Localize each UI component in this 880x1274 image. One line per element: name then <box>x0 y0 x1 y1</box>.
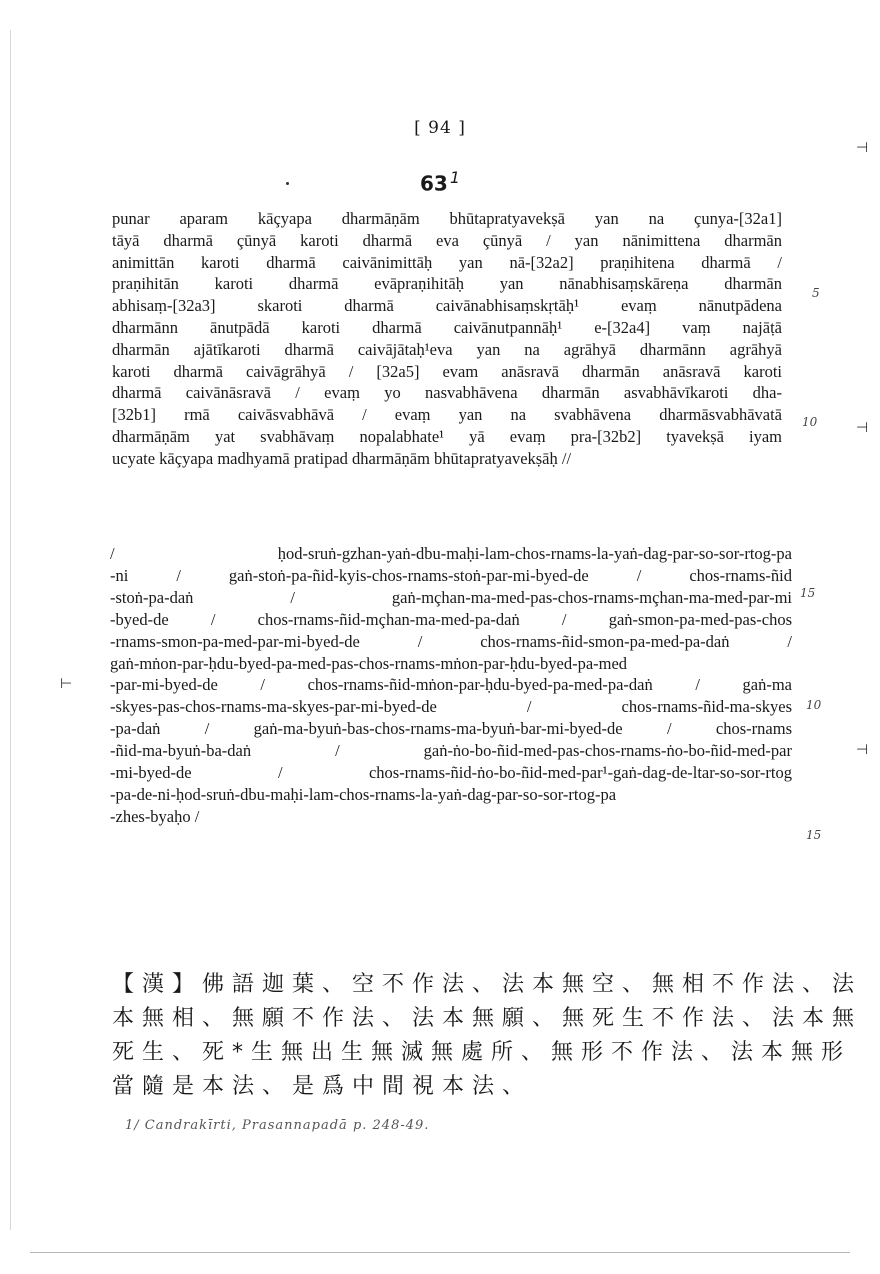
chinese-line: 死生、死*生無出生無滅無處所、無形不作法、法本無形 <box>112 1040 852 1065</box>
margin-tick-mark: ⊣ <box>856 420 869 436</box>
section-number-text: 63 <box>419 171 448 196</box>
sanskrit-line: tāyā dharmā çūnyā karoti dharmā eva çūnyā / yan nānimittena dharmān <box>112 230 782 250</box>
tibetan-line: -pa-de-ni-ḥod-sruṅ-dbu-maḥi-lam-chos-rnams-la-yaṅ-dag-par-so-sor-rtog-pa <box>110 784 617 804</box>
bottom-rule <box>30 1252 850 1253</box>
sanskrit-line: ucyate kāçyapa madhyamā pratipad dharmāṇām bhūtapratyavekṣāḥ // <box>112 448 572 468</box>
chinese-line: 本無相、無願不作法、法本無願、無死生不作法、法本無 <box>112 1006 863 1031</box>
sanskrit-line: dharmāṇām yat svabhāvaṃ nopalabhate¹ yā evaṃ pra-[32b2] tyavekṣā iyam <box>112 426 782 446</box>
handwritten-footnote: 1/ Candrakīrti, Prasannapadā p. 248-49. <box>125 1118 430 1133</box>
tibetan-line: -mi-byed-de / chos-rnams-ñid-ṅo-bo-ñid-med-par¹-gaṅ-dag-de-ltar-so-sor-rtog <box>110 763 792 783</box>
sanskrit-line: punar aparam kāçyapa dharmāṇām bhūtapratyavekṣā yan na çunya-[32a1] <box>112 209 782 228</box>
sanskrit-line: abhisaṃ-[32a3] skaroti dharmā caivānabhisaṃskṛtāḥ¹ evaṃ nānutpādena <box>112 296 782 316</box>
tibetan-line: -rnams-smon-pa-med-par-mi-byed-de / chos-rnams-ñid-smon-pa-med-pa-daṅ / <box>110 631 792 651</box>
chinese-line: 當隨是本法、是爲中間視本法、 <box>112 1074 533 1099</box>
sanskrit-line: praṇihitān karoti dharmā evāpraṇihitāḥ yan nānabhisaṃskāreṇa dharmān <box>112 274 782 294</box>
margin-tick-mark: ⊢ <box>60 676 73 692</box>
tibetan-line: -pa-daṅ / gaṅ-ma-byuṅ-bas-chos-rnams-ma-byuṅ-bar-mi-byed-de / chos-rnams <box>110 719 792 739</box>
margin-line-number: 10 <box>802 415 818 429</box>
margin-tick-mark: ⊣ <box>856 742 869 758</box>
tibetan-line: -ñid-ma-byuṅ-ba-daṅ / gaṅ-ṅo-bo-ñid-med-pas-chos-rnams-ṅo-bo-ñid-med-par <box>110 741 792 761</box>
page-number: [ 94 ] <box>414 118 466 138</box>
tibetan-line: -stoṅ-pa-daṅ / gaṅ-mçhan-ma-med-pas-chos-rnams-mçhan-ma-med-par-mi <box>110 587 792 607</box>
scan-edge-line <box>10 30 11 1230</box>
chinese-paragraph <box>112 968 863 1104</box>
chinese-line: 【漢】佛語迦葉、空不作法、法本無空、無相不作法、法 <box>112 972 863 997</box>
tibetan-line: -ni / gaṅ-stoṅ-pa-ñid-kyis-chos-rnams-stoṅ-par-mi-byed-de / chos-rnams-ñid <box>110 565 792 585</box>
margin-line-number: 10 <box>806 698 822 712</box>
sanskrit-paragraph <box>112 208 782 470</box>
margin-line-number: 15 <box>806 828 822 842</box>
sanskrit-line: animittān karoti dharmā caivānimittāḥ yan nā-[32a2] praṇihitena dharmā / <box>112 252 782 272</box>
section-note-marker: 1 <box>449 168 461 187</box>
sanskrit-line: karoti dharmā caivāgrāhyā / [32a5] evam anāsravā dharmān anāsravā karoti <box>112 361 782 381</box>
tibetan-line: gaṅ-mṅon-par-ḥdu-byed-pa-med-pas-chos-rnams-mṅon-par-ḥdu-byed-pa-med <box>110 653 628 673</box>
sanskrit-line: [32b1] rmā caivāsvabhāvā / evaṃ yan na svabhāvena dharmāsvabhāvatā <box>112 405 782 425</box>
tibetan-paragraph <box>110 543 792 828</box>
margin-tick-mark: ⊣ <box>856 140 869 156</box>
tibetan-line: -byed-de / chos-rnams-ñid-mçhan-ma-med-pa-daṅ / gaṅ-smon-pa-med-pas-chos <box>110 609 792 629</box>
margin-line-number: 15 <box>800 586 816 600</box>
sanskrit-line: dharmā caivānāsravā / evaṃ yo nasvabhāvena dharmān asvabhāvīkaroti dha- <box>112 383 782 403</box>
sanskrit-line: dharmānn ānutpādā karoti dharmā caivānutpannāḥ¹ e-[32a4] vaṃ najāṭā <box>112 317 782 337</box>
margin-line-number: 5 <box>812 286 820 300</box>
tibetan-line: -skyes-pas-chos-rnams-ma-skyes-par-mi-byed-de / chos-rnams-ñid-ma-skyes <box>110 697 792 717</box>
tibetan-line: -zhes-byaḥo / <box>110 806 200 826</box>
sanskrit-line: dharmān ajātīkaroti dharmā caivājātaḥ¹eva yan na agrāhyā dharmānn agrāhyā <box>112 339 782 359</box>
tibetan-line: / ḥod-sruṅ-gzhan-yaṅ-dbu-maḥi-lam-chos-rnams-la-yaṅ-dag-par-so-sor-rtog-pa <box>110 544 792 563</box>
tibetan-line: -par-mi-byed-de / chos-rnams-ñid-mṅon-par-ḥdu-byed-pa-med-pa-daṅ / gaṅ-ma <box>110 675 792 695</box>
section-number <box>0 168 880 196</box>
